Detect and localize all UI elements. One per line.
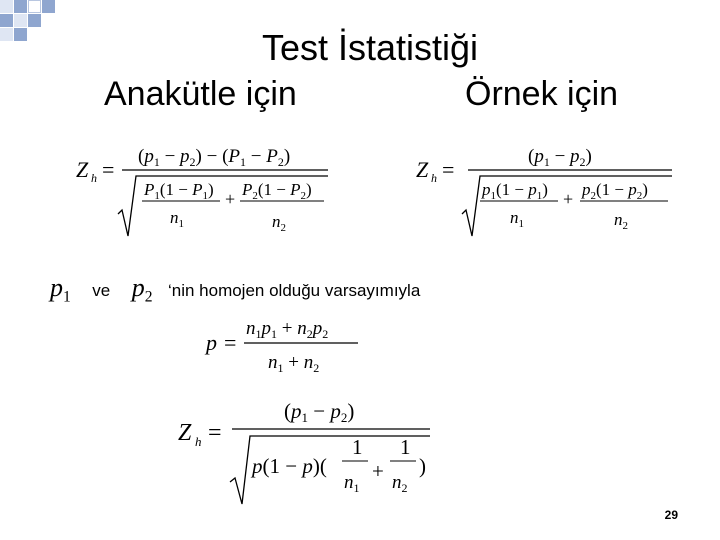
- svg-text:(p1 − p2): $(p_1 - p_2)$: [528, 146, 592, 169]
- svg-text:n2: $n_2$: [614, 210, 628, 232]
- svg-text:p(1 − p)(: p(1 − p)(: [252, 454, 327, 478]
- svg-text:P2(1 − P2): $P_2(1 - P_2)$: [242, 180, 312, 202]
- svg-text:): ): [419, 454, 426, 478]
- condition-text: ‘nin homojen olduğu varsayımıyla: [167, 281, 421, 300]
- svg-text:n1: $n_1$: [344, 472, 360, 495]
- decor-square: [14, 0, 27, 13]
- svg-text:n1: $n_1$: [170, 208, 184, 230]
- population-z-formula: [70, 140, 340, 240]
- svg-text:=: =: [224, 330, 237, 355]
- svg-text:n2: $n_2$: [272, 212, 286, 234]
- decor-square: [28, 14, 41, 27]
- svg-text:h: h: [431, 171, 437, 185]
- svg-text:+: +: [372, 459, 384, 483]
- condition-connector: ve: [92, 281, 111, 300]
- svg-text:+: +: [563, 189, 574, 209]
- sample-heading: Örnek için: [465, 75, 619, 113]
- pooled-p-formula: [200, 312, 370, 376]
- svg-text:=: =: [208, 420, 222, 446]
- p2-symbol: $p_2$: [131, 273, 153, 306]
- page-number: 29: [664, 508, 678, 522]
- p1-symbol: $p_1$: [50, 273, 71, 306]
- svg-text:p2(1 − p2): $p_2(1 - p_2)$: [582, 180, 648, 202]
- svg-text:Z: Z: [416, 157, 429, 182]
- sample-z-formula: [410, 140, 680, 240]
- svg-text:1: 1: [400, 435, 411, 459]
- svg-text:P1(1 − P1): $P_1(1 - P_1)$: [144, 180, 214, 202]
- svg-text:1: 1: [352, 435, 363, 459]
- decor-square: [28, 0, 41, 13]
- svg-text:p1(1 − p1): $p_1(1 - p_1)$: [482, 180, 548, 202]
- svg-text:p: p: [206, 330, 217, 355]
- svg-text:(p1 − p2): (p1 − p2): [284, 399, 355, 425]
- svg-text:+: +: [225, 189, 236, 209]
- slide-title: Test İstatistiği: [261, 27, 479, 68]
- svg-text:Z: Z: [178, 420, 192, 446]
- decor-square: [0, 0, 13, 13]
- svg-text:=: =: [102, 157, 115, 182]
- svg-text:Z: Z: [76, 157, 89, 182]
- svg-text:n1: $n_1$: [510, 208, 524, 230]
- population-heading: Anakütle için: [104, 75, 297, 113]
- homogeneity-condition: [50, 273, 420, 306]
- svg-text:n1p1 + n2p2: $n_1p_1 + n_2p_2$: [246, 318, 329, 341]
- svg-text:(p1 − p2) − (P1 − P2): $(p_1 - p_2) - (P_1 - P_2)$: [138, 146, 291, 169]
- svg-text:=: =: [442, 157, 455, 182]
- decor-square: [0, 14, 13, 27]
- svg-text:n2: $n_2$: [392, 472, 408, 495]
- svg-text:n1 + n2: $n_1 + n_2$: [268, 352, 320, 375]
- decor-square: [14, 14, 27, 27]
- decor-square: [42, 0, 55, 13]
- svg-text:h: h: [91, 171, 97, 185]
- pooled-z-formula: [172, 396, 442, 508]
- svg-text:h: h: [195, 434, 202, 449]
